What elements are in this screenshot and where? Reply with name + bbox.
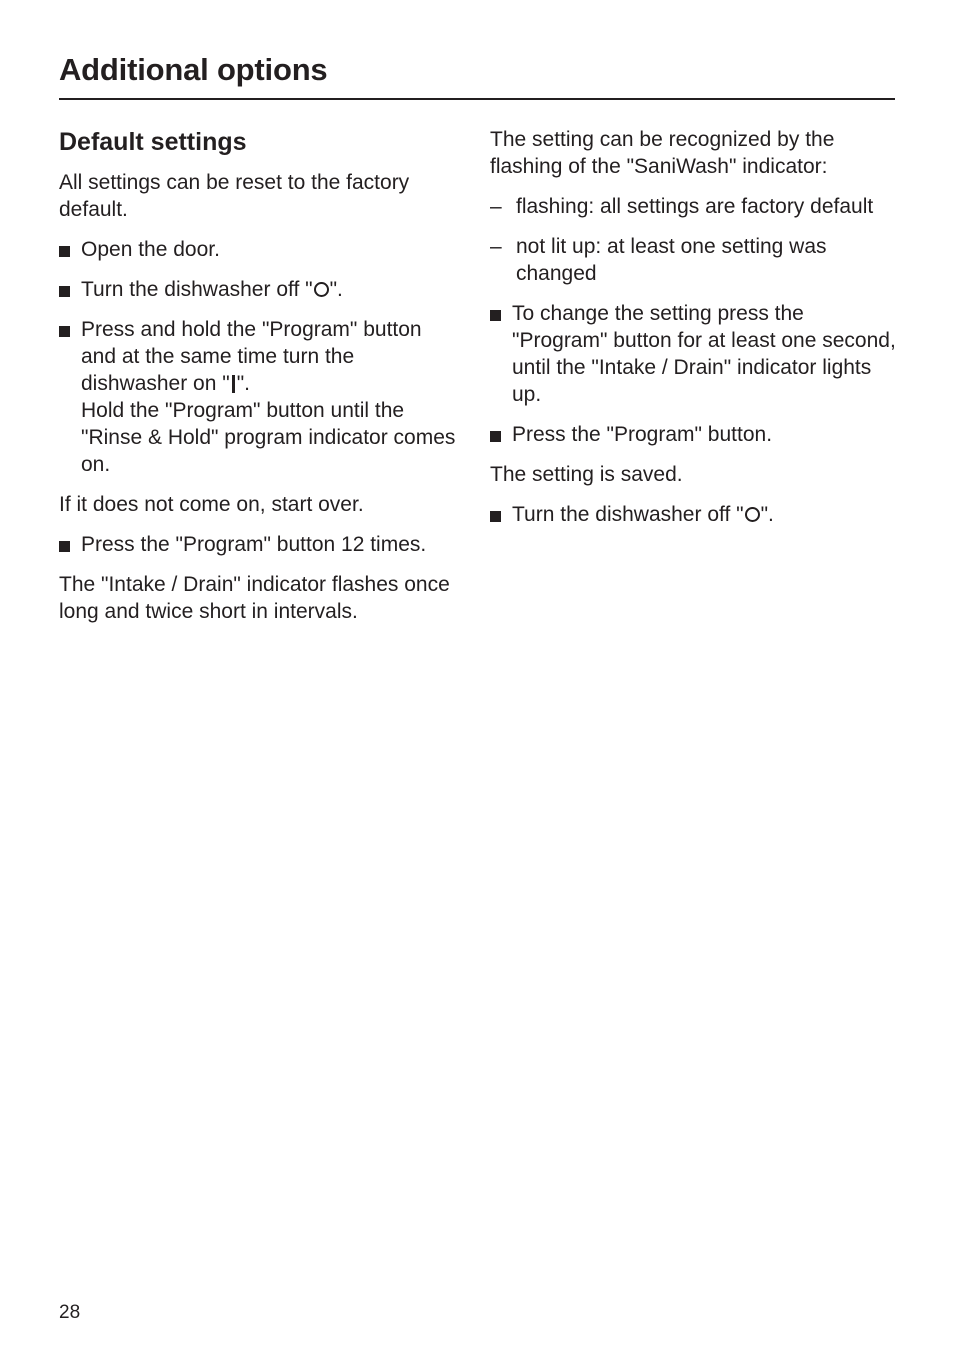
step-press-hold (59, 316, 459, 478)
step-text: Open the door. (81, 238, 220, 261)
step-text: Turn the dishwasher off " (512, 503, 744, 526)
right-column (490, 126, 900, 541)
step-text: Press the "Program" button. (512, 423, 773, 446)
step-text-end: ". (329, 278, 343, 301)
power-off-circle-icon (745, 507, 760, 522)
dash-marker: – (490, 195, 502, 218)
square-bullet-icon (490, 310, 501, 321)
step-text-end: ". (760, 503, 774, 526)
page-title: Additional options (59, 52, 328, 87)
step-change-setting (490, 300, 900, 408)
square-bullet-icon (490, 511, 501, 522)
step-turn-off (59, 276, 459, 303)
page-number: 28 (59, 1302, 81, 1323)
step-text: Press the "Program" button 12 times. (81, 533, 427, 556)
start-over-note: If it does not come on, start over. (59, 493, 364, 516)
step-hold-text: Hold the "Program" button until the "Rinse & Hold" program indicator comes on. (81, 399, 456, 476)
step-text-end: ". (236, 372, 250, 395)
dash-item-flashing (490, 193, 900, 220)
dash-marker: – (490, 235, 502, 258)
dash-text: flashing: all settings are factory default (516, 195, 874, 218)
title-divider (59, 98, 895, 100)
step-open-door (59, 236, 459, 263)
dash-item-not-lit (490, 233, 900, 287)
step-text: Press and hold the "Program" button and at the same time turn the dishwasher on " (81, 318, 422, 395)
square-bullet-icon (59, 326, 70, 337)
dash-text: not lit up: at least one setting was changed (516, 235, 827, 285)
square-bullet-icon (490, 431, 501, 442)
indicator-result-paragraph: The "Intake / Drain" indicator flashes once long and twice short in intervals. (59, 573, 450, 623)
intro-paragraph: All settings can be reset to the factory default. (59, 171, 410, 221)
step-text: To change the setting press the "Program" button for at least one second, until the "Intake / Drain" indicator lights up. (512, 302, 896, 406)
step-press-12-times (59, 531, 459, 558)
recognition-paragraph: The setting can be recognized by the flashing of the "SaniWash" indicator: (490, 128, 835, 178)
power-off-circle-icon (314, 282, 329, 297)
power-on-bar-icon (232, 375, 235, 393)
square-bullet-icon (59, 286, 70, 297)
square-bullet-icon (59, 541, 70, 552)
step-press-program (490, 421, 900, 448)
section-heading: Default settings (59, 128, 247, 156)
square-bullet-icon (59, 246, 70, 257)
left-column (59, 126, 459, 638)
saved-paragraph: The setting is saved. (490, 463, 683, 486)
step-turn-off-final (490, 501, 900, 528)
step-text: Turn the dishwasher off " (81, 278, 313, 301)
